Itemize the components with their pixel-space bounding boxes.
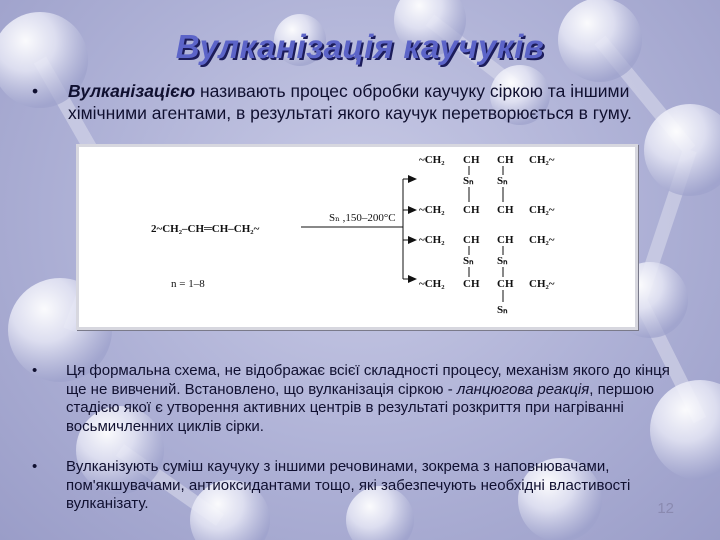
mechanism-text: Ця формальна схема, не відображає всієї складності процесу, механізм якого до кінця ще не вивчений. Встановлено, що вулканізація сіркою - ланцюгова реакція, першою стадією якої є утворення активних центрів в результаті розкриття при нагріванні восьмичленних циклів сірки. (66, 362, 670, 435)
arrowhead-3 (408, 236, 417, 244)
svg-text:~CH₂: ~CH₂ (419, 278, 445, 290)
reactant-formula: 2~CH₂–CH═CH–CH₂~ (151, 223, 260, 235)
sulfur-bridge-label: Sₙ (463, 255, 474, 267)
product-row (419, 154, 555, 166)
bullet-marker: • (32, 458, 38, 475)
svg-text:CH: CH (497, 278, 514, 290)
product-row (419, 278, 555, 290)
sulfur-bridge-label: Sₙ (497, 255, 508, 267)
svg-text:~CH₂: ~CH₂ (419, 154, 445, 166)
svg-text:CH: CH (497, 204, 514, 216)
svg-text:CH: CH (497, 234, 514, 246)
svg-text:CH: CH (497, 154, 514, 166)
bullet-marker: • (32, 362, 38, 379)
additives-paragraph (32, 458, 672, 514)
arrowhead-1 (408, 175, 417, 183)
svg-text:~CH₂: ~CH₂ (419, 204, 445, 216)
sulfur-bridge-label: Sₙ (497, 304, 508, 316)
svg-text:CH: CH (463, 234, 480, 246)
bullet-marker: • (32, 81, 39, 101)
term-vulcanization: Вулканізацією (68, 81, 196, 101)
n-range-note: n = 1–8 (171, 278, 205, 290)
arrowhead-2 (408, 206, 417, 214)
additives-text: Вулканізують суміш каучуку з іншими речовинами, зокрема з наповнювачами, пом'якшувачами, антиоксидантами тощо, які забезпечують необхідні властивості вулканізату. (66, 458, 631, 512)
chain-reaction-emphasis: ланцюгова реакція (456, 380, 590, 398)
page-number: 12 (657, 500, 674, 517)
svg-text:CH₂~: CH₂~ (529, 154, 555, 166)
slide-title: Вулканізація каучуків (175, 28, 545, 65)
intro-paragraph (32, 80, 672, 124)
svg-text:CH₂~: CH₂~ (529, 278, 555, 290)
sulfur-bridge-label: Sₙ (497, 175, 508, 187)
mechanism-paragraph (32, 362, 672, 436)
svg-text:CH: CH (463, 278, 480, 290)
product-row (419, 234, 555, 246)
arrowhead-4 (408, 275, 417, 283)
svg-text:~CH₂: ~CH₂ (419, 234, 445, 246)
reaction-scheme (76, 144, 638, 330)
svg-text:CH₂~: CH₂~ (529, 234, 555, 246)
sulfur-bridge-label: Sₙ (463, 175, 474, 187)
svg-text:CH₂~: CH₂~ (529, 204, 555, 216)
svg-text:CH: CH (463, 204, 480, 216)
intro-text (68, 80, 672, 124)
intro-definition: називають процес обробки каучуку сіркою та іншими хімічними агентами, в результаті якого каучук перетворюється в гуму. (68, 81, 632, 123)
product-row (419, 204, 555, 216)
reaction-scheme-svg (79, 147, 635, 327)
svg-text:CH: CH (463, 154, 480, 166)
reaction-condition: Sₙ ,150–200°C (329, 212, 396, 224)
